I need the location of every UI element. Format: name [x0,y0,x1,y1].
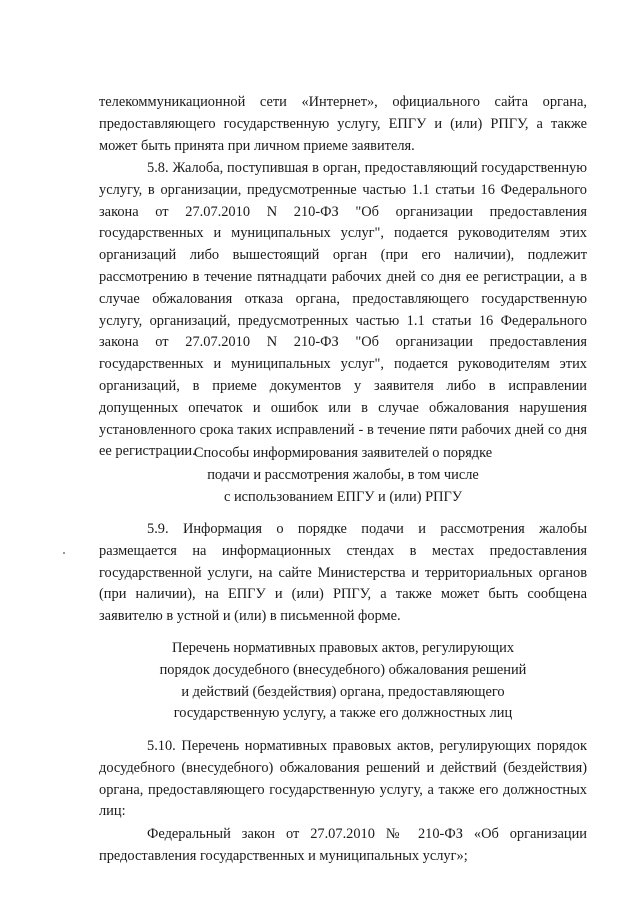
heading-line: с использованием ЕПГУ и (или) РПГУ [223,488,463,505]
paragraph-5-8: 5.8. Жалоба, поступившая в орган, предоставляющий государственную услугу, в организации, предусмотренные частью 1.1 статьи 16 Федерального закона от 27.07.2010 N 210-ФЗ "Об организации предоставления государственных и муниципальных услуг", подается руководителям этих организаций либо вышестоящий орган (при его наличии), подлежит рассмотрению в течение пятнадцати рабочих дней со дня ее регистрации, а в случае обжалования отказа органа, предоставляющего государственную услугу, организаций, предусмотренных частью 1.1 статьи 16 Федерального закона от 27.07.2010 N 210-ФЗ "Об организации предоставления государственных и муниципальных услуг", подается руководителям этих организаций, в приеме документов у заявителя либо в исправлении допущенных опечаток и ошибок или в случае обжалования нарушения установленного срока таких исправлений - в течение пяти рабочих дней со дня ее регистрации. [99,160,587,460]
heading-line: государственную услугу, а также его должностных лиц [173,705,513,722]
heading-line: подачи и рассмотрения жалобы, в том числе [207,466,479,483]
paragraph-5-9: 5.9. Информация о порядке подачи и рассмотрения жалобы размещается на информационных стендах в местах предоставления государственной услуги, на сайте Министерства и территориальных органов (при наличии), на ЕПГУ и (или) РПГУ, а также может быть сообщена заявителю в устной и (или) в письменной форме. [99,521,587,625]
section-heading-legal-acts [99,638,587,725]
scan-speck [63,552,65,554]
section-heading-complaint-information [99,443,587,508]
paragraph-continuation: телекоммуникационной сети «Интернет», официального сайта органа, предоставляющего государственную услугу, ЕПГУ и (или) РПГУ, а также может быть принята при личном приеме заявителя. [99,94,587,154]
paragraph-federal-law: Федеральный закон от 27.07.2010 № 210-ФЗ «Об организации предоставления государственных и муниципальных услуг»; [99,826,587,864]
heading-line: порядок досудебного (внесудебного) обжалования решений [159,661,527,678]
heading-line: и действий (бездействия) органа, предоставляющего [181,683,505,700]
paragraph-5-10: 5.10. Перечень нормативных правовых актов, регулирующих порядок досудебного (внесудебного) обжалования решений и действий (бездействия) органа, предоставляющего государственную услугу, а также его должностных лиц: [99,738,587,820]
heading-line: Перечень нормативных правовых актов, регулирующих [171,640,515,656]
heading-line: Способы информирования заявителей о порядке [193,445,493,461]
